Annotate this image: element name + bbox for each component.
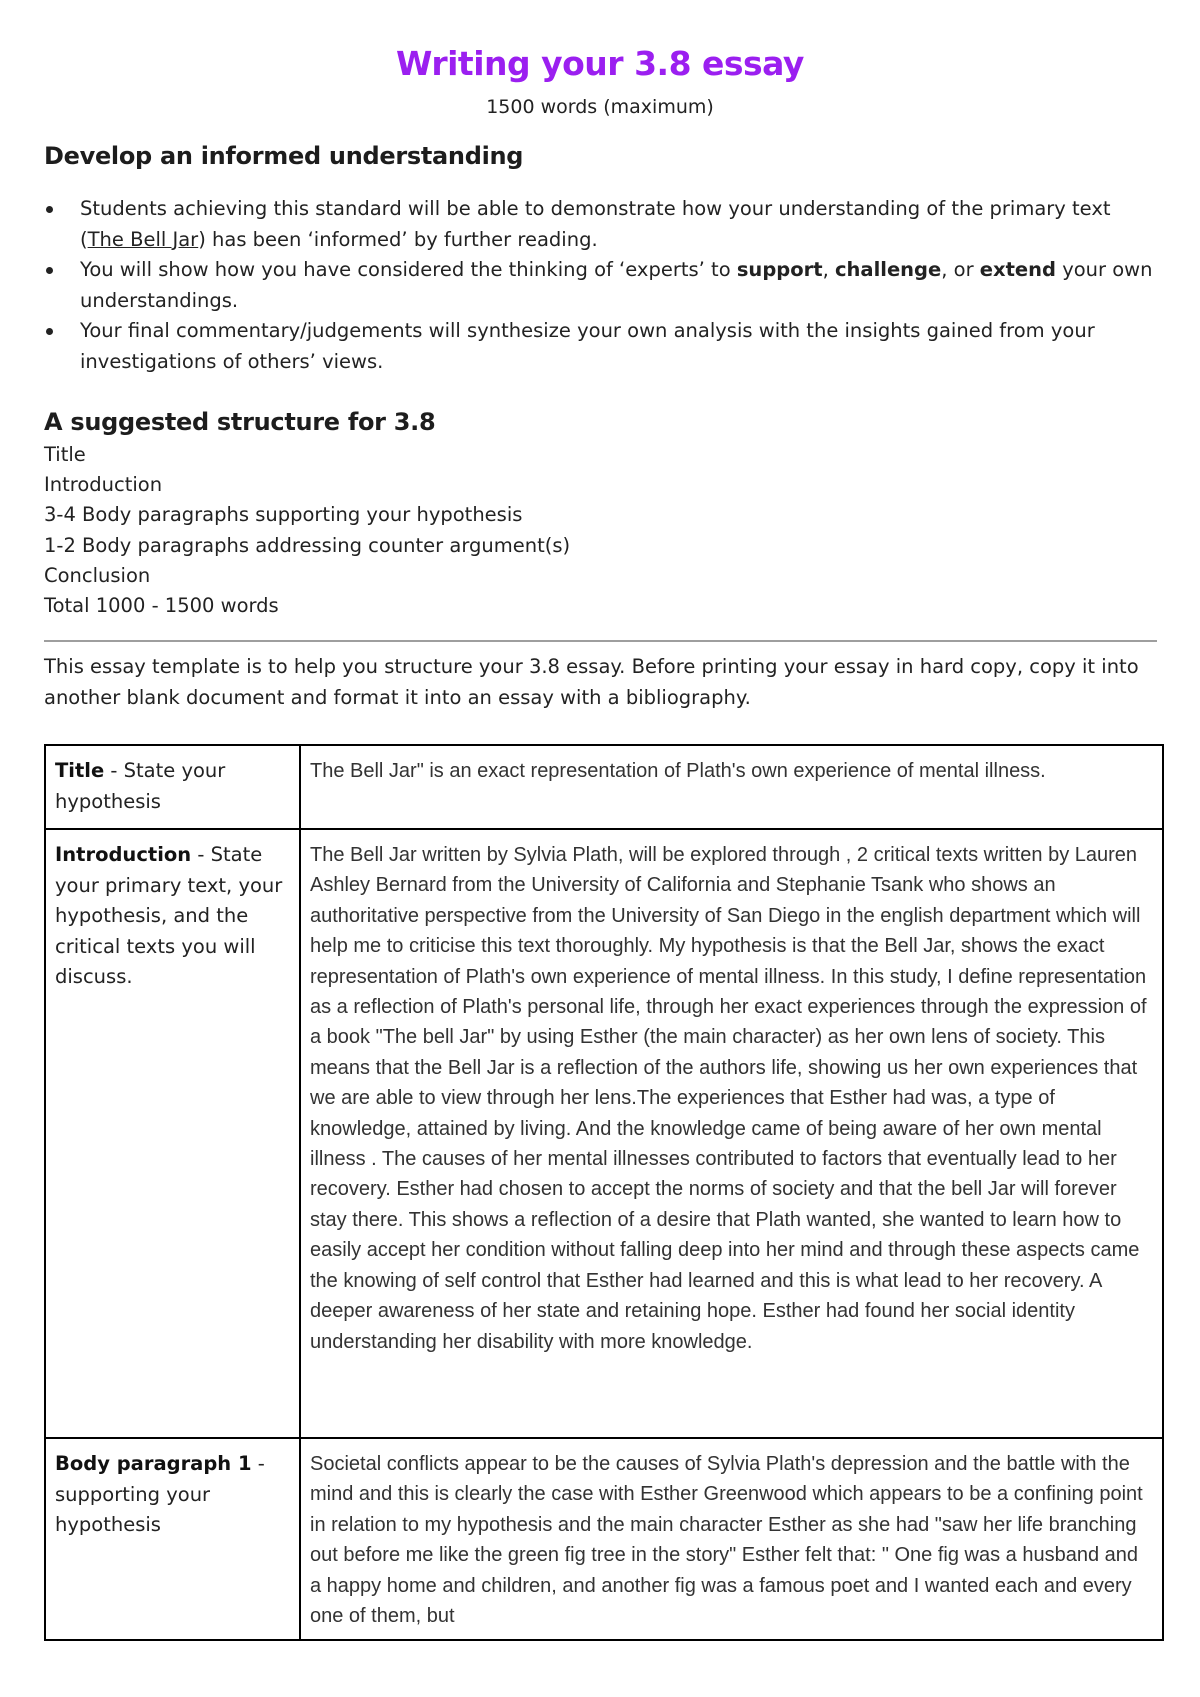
bullet-dot-icon bbox=[46, 328, 53, 335]
template-note: This essay template is to help you structure your 3.8 essay. Before printing your essay in hard copy, copy it into another blank document and format it into an essay with a bibliography. bbox=[44, 655, 1139, 709]
horizontal-divider bbox=[44, 640, 1157, 642]
structure-item: Title bbox=[44, 443, 86, 466]
structure-item: Conclusion bbox=[44, 563, 151, 587]
structure-item: Introduction bbox=[44, 473, 163, 497]
row-label: Title - State your hypothesis bbox=[45, 745, 300, 829]
table-row bbox=[45, 829, 1163, 1438]
primary-text-title: The Bell Jar bbox=[87, 227, 199, 251]
understanding-bullet-list bbox=[44, 194, 1154, 377]
title-hypothesis-cell[interactable]: The Bell Jar" is an exact representation of Plath's own experience of mental illness. bbox=[300, 745, 1163, 829]
row-label: Body paragraph 1 - supporting your hypothesis bbox=[45, 1438, 300, 1640]
section-heading-understanding: Develop an informed understanding bbox=[44, 142, 524, 170]
table-row bbox=[45, 1438, 1163, 1640]
structure-item: 1-2 Body paragraphs addressing counter argument(s) bbox=[44, 533, 571, 557]
page-title: Writing your 3.8 essay bbox=[396, 44, 804, 83]
structure-list bbox=[44, 440, 570, 621]
table-row bbox=[45, 745, 1163, 829]
section-heading-structure: A suggested structure for 3.8 bbox=[44, 408, 436, 436]
bullet-dot-icon bbox=[46, 206, 53, 213]
bullet-item: Students achieving this standard will be able to demonstrate how your understanding of the primary text (The Bell Jar) has been ‘informed’ by further reading. bbox=[44, 194, 1154, 255]
row-label: Introduction - State your primary text, your hypothesis, and the critical texts you will discuss. bbox=[45, 829, 300, 1438]
bullet-item: Your final commentary/judgements will synthesize your own analysis with the insights gained from your investigations of others’ views. bbox=[44, 316, 1154, 377]
structure-item: Total 1000 - 1500 words bbox=[44, 594, 279, 618]
body-paragraph-1-cell[interactable]: Societal conflicts appear to be the causes of Sylvia Plath's depression and the battle with the mind and this is clearly the case with Esther Greenwood which appears to be a confining point in relation to my hypothesis and the main character Esther as she had "saw her life branching out before me like the green fig tree in the story" Esther felt that: " One fig was a husband and a happy home and children, and another fig was a famous poet and I wanted each and every one of them, but bbox=[300, 1438, 1163, 1640]
bullet-dot-icon bbox=[46, 267, 53, 274]
word-limit-subtitle: 1500 words (maximum) bbox=[486, 96, 714, 118]
structure-item: 3-4 Body paragraphs supporting your hypothesis bbox=[44, 503, 523, 527]
introduction-cell[interactable]: The Bell Jar written by Sylvia Plath, will be explored through , 2 critical texts written by Lauren Ashley Bernard from the University of California and Stephanie Tsank who shows an authoritative perspective from the University of San Diego in the english department which will help me to criticise this text thoroughly. My hypothesis is that the Bell Jar, shows the exact representation of Plath's own experience of mental illness. In this study, I define representation as a reflection of Plath's personal life, through her exact experiences through the expression of a book "The bell Jar" by using Esther (the main character) as her own lens of society. This means that the Bell Jar is a reflection of the authors life, showing us her own experiences that we are able to view through her lens.The experiences that Esther had was, a type of knowledge, attained by living. And the knowledge came of being aware of her own mental illness . The causes of her mental illnesses contributed to factors that eventually lead to her recovery. Esther had chosen to accept the norms of society and that the bell Jar will forever stay there. This shows a reflection of a desire that Plath wanted, she wanted to learn how to easily accept her condition without falling deep into her mind and through these aspects came the knowing of self control that Esther had learned and this is what lead to her recovery. A deeper awareness of her state and retaining hope. Esther had found her social identity understanding her disability with more knowledge. bbox=[300, 829, 1163, 1438]
bullet-item: You will show how you have considered the thinking of ‘experts’ to support, challenge, or extend your own understandings. bbox=[44, 255, 1154, 316]
essay-template-table bbox=[44, 744, 1164, 1641]
